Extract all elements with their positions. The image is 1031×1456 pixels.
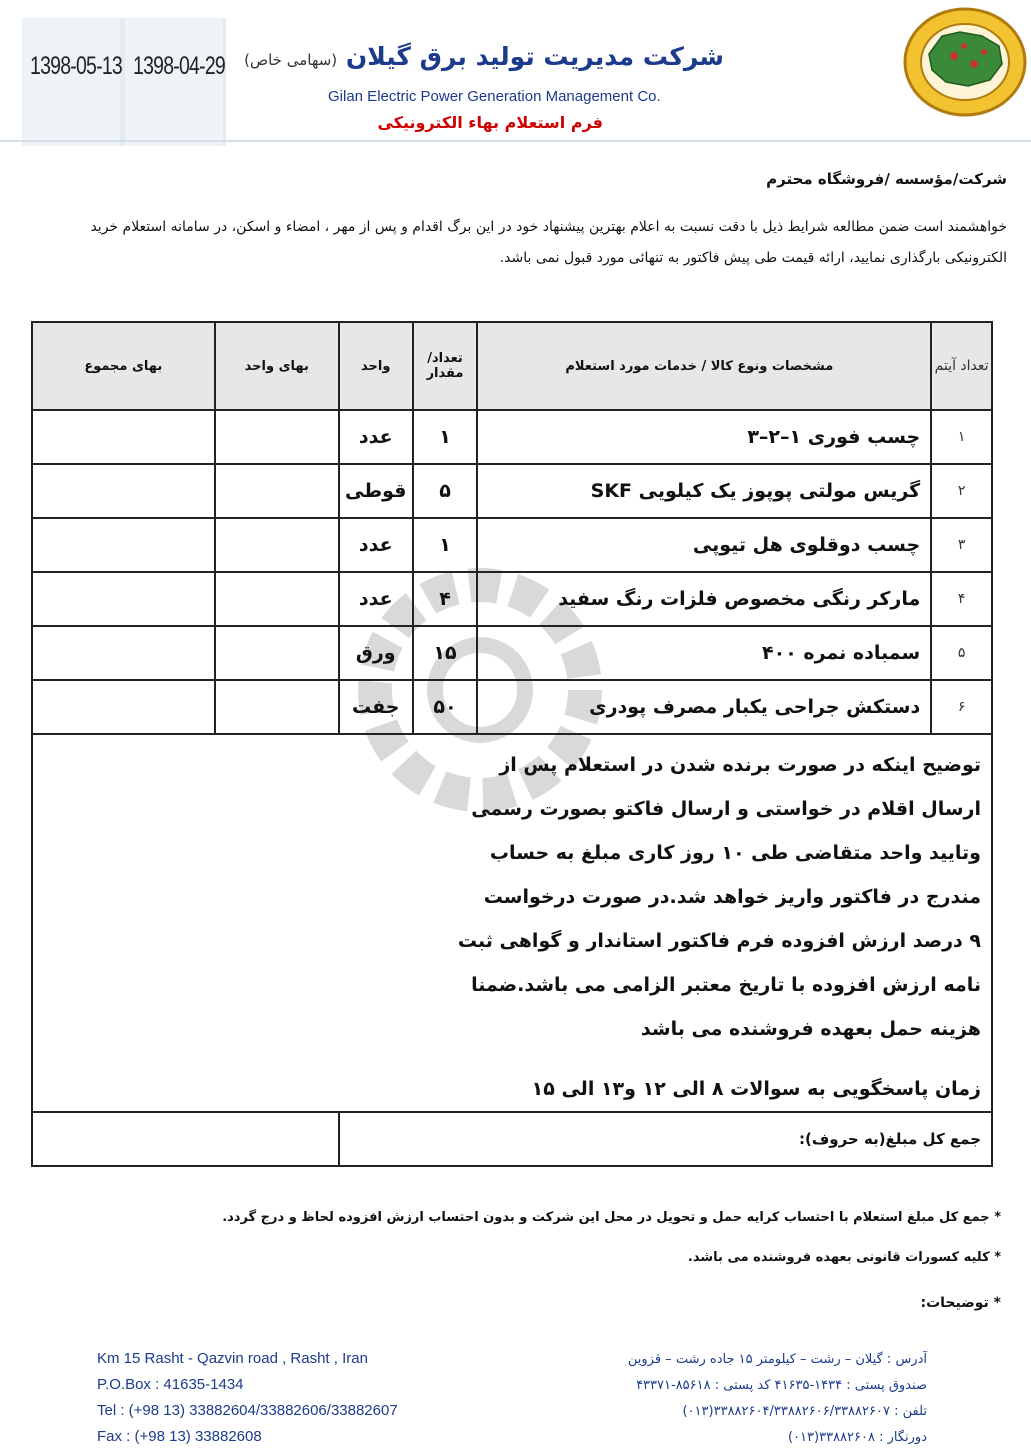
unit-price-field[interactable] [215,410,339,464]
note-line: مندرج در فاکتور واریز خواهد شد.در صورت درخواست [483,886,981,908]
table-row [32,626,992,680]
notes-cell [32,734,992,1112]
note-line: نامه ارزش افزوده با تاریخ معتبر الزامی می باشد.ضمنا [471,974,981,996]
row-number: ۵ [931,626,992,680]
table-row [32,464,992,518]
table-row [32,572,992,626]
col-header-unit: واحد [339,322,413,410]
footer-address-fa: آدرس : گیلان – رشت – کیلومتر ۱۵ جاده رشت – قزوین [627,1352,927,1367]
date-box-right [125,18,223,146]
item-unit: جفت [339,680,413,734]
sum-row [32,1112,992,1166]
footer-tel-en: Tel : (+98 13) 33882604/33882606/33882607 [97,1402,398,1419]
row-number: ۱ [931,410,992,464]
item-quantity: ۱۵ [413,626,478,680]
total-price-field[interactable] [32,626,215,680]
company-name-fa [244,42,724,71]
sum-in-words-field[interactable] [32,1112,339,1166]
item-quantity: ۴ [413,572,478,626]
row-number: ۶ [931,680,992,734]
total-price-field[interactable] [32,464,215,518]
item-description: چسب فوری ۱–۲–۳ [477,410,931,464]
item-description: گریس مولتی پوپوز یک کیلویی SKF [477,464,931,518]
item-description: دستکش جراحی یکبار مصرف پودری [477,680,931,734]
item-unit: عدد [339,518,413,572]
note-line: وتایید واحد متقاضی طی ۱۰ روز کاری مبلغ به حساب [489,842,981,864]
total-price-field[interactable] [32,518,215,572]
note-line: توضیح اینکه در صورت برنده شدن در استعلام پس از [499,754,981,776]
note-line: ارسال اقلام در خواستی و ارسال فاکتو بصورت رسمی [471,798,981,820]
item-unit: عدد [339,410,413,464]
footer-fax-fa: دورنگار : ۳۳۸۸۲۶۰۸(۰۱۳) [788,1430,927,1445]
company-type: (سهامی خاص) [244,51,338,69]
company-name-fa-text: شرکت مدیریت تولید برق گیلان [345,42,724,71]
unit-price-field[interactable] [215,626,339,680]
item-quantity: ۵ [413,464,478,518]
col-header-description: مشخصات ونوع کالا / خدمات مورد استعلام [477,322,931,410]
note-line: هزینه حمل بعهده فروشنده می باشد [640,1018,981,1040]
sum-in-words-label: جمع کل مبلغ(به حروف): [339,1112,992,1166]
item-description: سمباده نمره ۴۰۰ [477,626,931,680]
col-header-unit-price: بهای واحد [215,322,339,410]
header-divider [0,140,1031,142]
intro-line-2: الکترونیکی بارگذاری نمایید، ارائه قیمت طی پیش فاکتور به تنهائی مورد قبول نمی باشد. [499,250,1007,266]
row-number: ۴ [931,572,992,626]
item-quantity: ۱ [413,410,478,464]
company-name-en: Gilan Electric Power Generation Management Co. [328,88,661,105]
row-number: ۲ [931,464,992,518]
unit-price-field[interactable] [215,680,339,734]
unit-price-field[interactable] [215,572,339,626]
form-title: فرم استعلام بهاء الکترونیکی [377,113,603,132]
table-row [32,518,992,572]
item-quantity: ۱ [413,518,478,572]
footnote-total: * جمع کل مبلغ استعلام با احتساب کرایه حمل و تحویل در محل این شرکت و بدون احتساب ارزش افزوده لحاظ و درج گردد. [222,1210,1001,1225]
note-line: زمان پاسخگویی به سوالات ۸ الی ۱۲ و۱۳ الی ۱۵ [531,1078,981,1100]
date-right: 1398-04-29 [133,52,225,80]
total-price-field[interactable] [32,572,215,626]
table-header-row [32,322,992,410]
footer-pobox-en: P.O.Box : 41635-1434 [97,1376,244,1393]
footer-pobox-fa: صندوق پستی : ۱۴۳۴-۴۱۶۳۵ کد پستی : ۸۵۶۱۸-۴۳۳۷۱ [636,1378,927,1393]
date-panel [22,18,226,146]
intro-line-1: خواهشمند است ضمن مطالعه شرایط ذیل با دقت نسبت به اعلام بهترین پیشنهاد خود در این برگ اقدام و پس از مهر ، امضاء و اسکن، در سامانه استعلام خرید [90,219,1007,235]
table-row [32,680,992,734]
item-description: مارکر رنگی مخصوص فلزات رنگ سفید [477,572,931,626]
unit-price-field[interactable] [215,518,339,572]
row-number: ۳ [931,518,992,572]
conditions-notes [33,735,991,1111]
item-unit: ورق [339,626,413,680]
footer-fax-en: Fax : (+98 13) 33882608 [97,1428,262,1445]
item-unit: قوطی [339,464,413,518]
total-price-field[interactable] [32,680,215,734]
descriptions-label: * توضیحات: [920,1295,1001,1311]
col-header-total-price: بهای مجموع [32,322,215,410]
footnote-deductions: * کلیه کسورات قانونی بعهده فروشنده می باشد. [687,1250,1001,1265]
inquiry-table [31,321,993,1167]
item-unit: عدد [339,572,413,626]
col-header-quantity: تعداد/ مقدار [413,322,478,410]
company-seal-logo [902,6,1028,118]
greeting: شرکت/مؤسسه /فروشگاه محترم [766,170,1007,188]
unit-price-field[interactable] [215,464,339,518]
total-price-field[interactable] [32,410,215,464]
note-line: ۹ درصد ارزش افزوده فرم فاکتور استاندار و گواهی ثبت [457,930,981,952]
footer-address-en: Km 15 Rasht - Qazvin road , Rasht , Iran [97,1350,368,1367]
notes-row [32,734,992,1112]
item-description: چسب دوقلوی هل تیوپی [477,518,931,572]
col-header-row-count: تعداد آیتم [931,322,992,410]
intro-text [17,212,1007,274]
date-box-left [22,18,120,146]
footer-tel-fa: تلفن : ۳۳۸۸۲۶۰۴/۳۳۸۸۲۶۰۶/۳۳۸۸۲۶۰۷(۰۱۳) [682,1404,927,1419]
item-quantity: ۵۰ [413,680,478,734]
date-left: 1398-05-13 [30,52,122,80]
table-row [32,410,992,464]
